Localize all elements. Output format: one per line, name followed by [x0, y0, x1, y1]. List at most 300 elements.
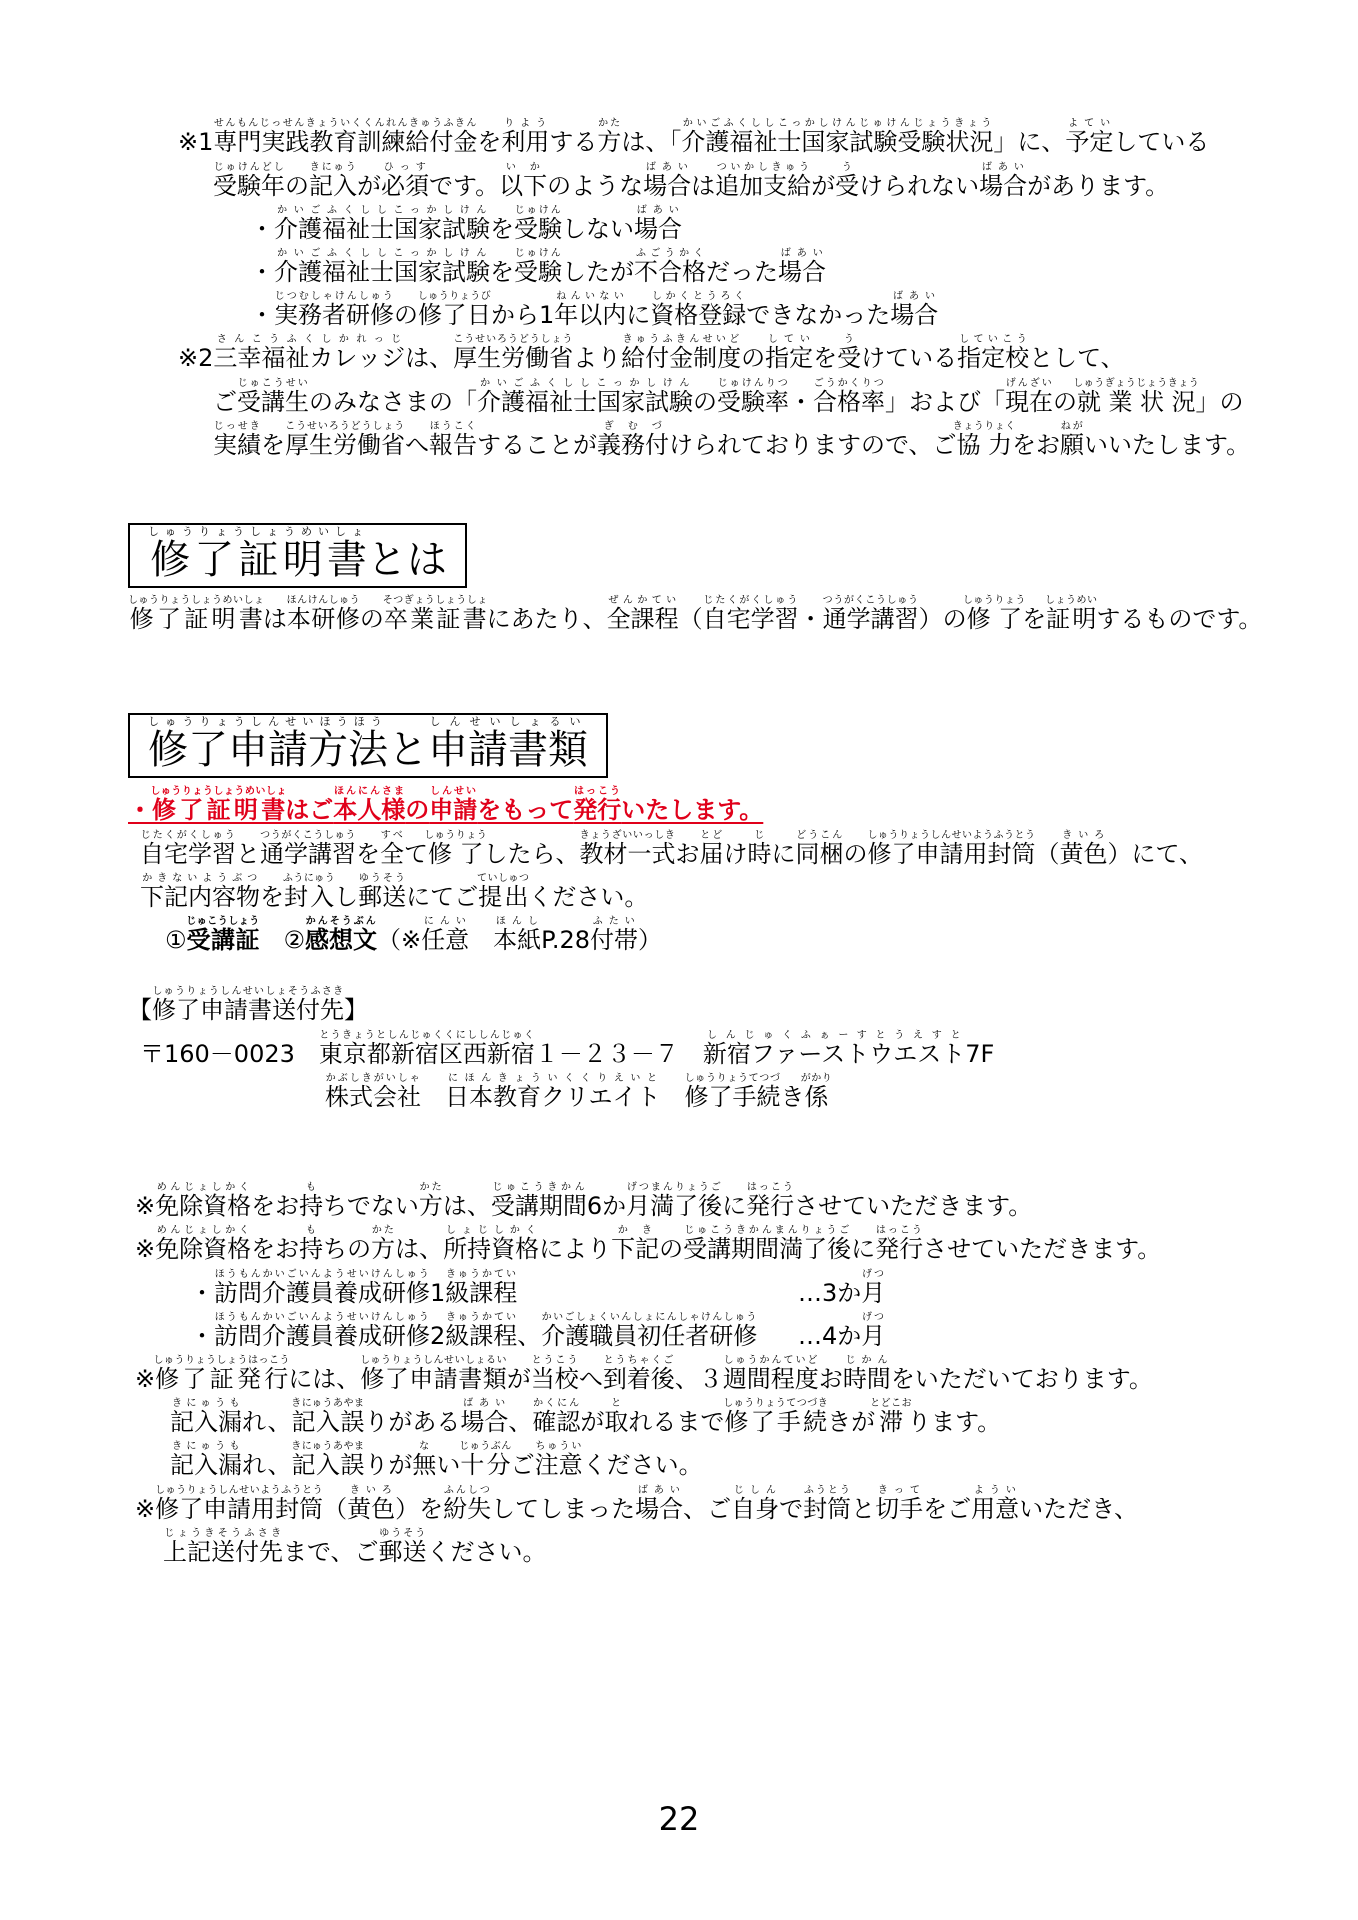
- text-segment: は、「: [621, 128, 682, 156]
- note-2-line-2: [213, 378, 1244, 414]
- text-segment: 】: [344, 996, 368, 1024]
- furigana-word: 方かた: [371, 1225, 396, 1263]
- text-segment: ※2: [178, 344, 214, 372]
- note-1-line-2: [213, 162, 1169, 198]
- application-instructions-line-2: [140, 873, 648, 909]
- furigana-word: 修了手続しゅうりょうてつづ: [684, 1073, 781, 1111]
- note-issue-time-line-3: [170, 1441, 703, 1477]
- text-segment: 1: [430, 1279, 446, 1307]
- text-segment: の: [359, 605, 384, 633]
- text-segment: へ: [405, 431, 429, 459]
- furigana-word: 実務者研修じつむしゃけんしゅう: [274, 291, 394, 329]
- furigana-word: 介護職員初任者研修かいごしょくいんしょにんしゃけんしゅう: [541, 1312, 758, 1350]
- furigana-word: 就業状況しゅうぎょうじょうきょう: [1073, 378, 1200, 416]
- certificate-description: [128, 595, 1262, 631]
- text-segment: に: [722, 1192, 747, 1220]
- furigana-word: 厚生労働省こうせいろうどうしょう: [453, 334, 574, 372]
- text-segment: 」および「: [885, 388, 1005, 416]
- text-segment: にあたり、: [486, 605, 607, 633]
- text-segment: ）を: [395, 1495, 444, 1523]
- text-segment: しない: [562, 215, 634, 243]
- furigana-word: 受う: [837, 334, 862, 372]
- furigana-word: 介護福祉士国家試験受験状況かいごふくししこっかしけんじゅけんじょうきょう: [681, 118, 994, 156]
- text-segment: が: [811, 172, 836, 200]
- text-segment: いいたします。: [1084, 431, 1251, 459]
- furigana-word: 記入誤きにゅうあやま: [291, 1398, 365, 1436]
- text-segment: している: [1113, 128, 1210, 156]
- furigana-word: 提出ていしゅつ: [477, 873, 530, 911]
- course-level-1-period: [798, 1269, 885, 1305]
- text-segment: 〒160－0023: [140, 1040, 319, 1068]
- furigana-word: 予定よてい: [1065, 118, 1114, 156]
- furigana-word: 持も: [299, 1225, 324, 1263]
- furigana-word: 到着後とうちゃくご: [602, 1355, 675, 1393]
- text-segment: したが: [562, 258, 634, 286]
- text-segment: P.28: [541, 926, 591, 954]
- furigana-word: 修了しゅうりょう: [424, 830, 488, 868]
- send-to-heading: [128, 986, 368, 1022]
- text-segment: ります。: [907, 1408, 1002, 1436]
- text-segment: て: [404, 840, 428, 868]
- furigana-word: 自宅学習じたくがくしゅう: [702, 595, 799, 633]
- text-segment: ちでない: [323, 1192, 419, 1220]
- furigana-word: 黄色きいろ: [1059, 830, 1108, 868]
- course-level-2: [190, 1312, 757, 1348]
- text-segment: ※: [135, 1365, 156, 1393]
- text-segment: 、: [508, 1408, 533, 1436]
- furigana-word: 記入きにゅう: [309, 162, 357, 200]
- furigana-word: 義務付ぎむづ: [597, 421, 669, 459]
- furigana-word: 全課程ぜんかてい: [606, 595, 679, 633]
- text-segment: を: [260, 883, 284, 911]
- text-segment: の: [394, 301, 418, 329]
- furigana-word: 修了証明書しゅうりょうしょうめいしょ: [128, 595, 265, 633]
- note-1-bullet-1: [250, 205, 682, 241]
- address-line-1: [140, 1030, 994, 1066]
- furigana-word: 場合ばあい: [635, 1485, 684, 1523]
- text-segment: はご: [285, 796, 334, 824]
- furigana-word: 無な: [412, 1441, 437, 1479]
- text-segment: けている: [861, 344, 958, 372]
- furigana-word: 郵送ゆうそう: [358, 873, 407, 911]
- text-segment: 2: [430, 1322, 446, 1350]
- text-segment: に: [626, 301, 651, 329]
- furigana-word: 現在げんざい: [1005, 378, 1053, 416]
- furigana-word: 自宅学習じたくがくしゅう: [140, 830, 236, 868]
- furigana-word: 級課程きゅうかてい: [445, 1269, 518, 1307]
- furigana-word: 介護福祉士国家試験かいごふくししこっかしけん: [274, 205, 490, 243]
- text-segment: お: [675, 840, 700, 868]
- furigana-word: 方かた: [418, 1182, 443, 1220]
- furigana-word: 発行はっこう: [875, 1225, 924, 1263]
- furigana-word: 黄色きいろ: [347, 1485, 396, 1523]
- furigana-word: 記入漏きにゅうも: [170, 1441, 242, 1479]
- text-segment: が: [580, 1408, 605, 1436]
- furigana-word: 確認かくにん: [532, 1398, 581, 1436]
- text-segment: により: [539, 1235, 612, 1263]
- text-segment: け: [723, 840, 748, 868]
- text-segment: ください。: [426, 1538, 547, 1566]
- text-segment: することが: [477, 431, 597, 459]
- furigana-word: 発行はっこう: [573, 786, 622, 824]
- furigana-word: 届とど: [699, 830, 724, 868]
- furigana-word: 紛失ふんしつ: [443, 1485, 492, 1523]
- text-segment: と: [851, 1495, 876, 1523]
- text-segment: をいただいております。: [890, 1365, 1153, 1393]
- furigana-word: 係がかり: [800, 1073, 833, 1111]
- furigana-word: 受験年じゅけんどし: [213, 162, 285, 200]
- text-segment: の: [843, 840, 868, 868]
- furigana-word: 厚生労働省こうせいろうどうしょう: [285, 421, 405, 459]
- furigana-word: 用意ようい: [971, 1485, 1020, 1523]
- text-segment: けられない: [859, 172, 980, 200]
- text-segment: の: [659, 1235, 684, 1263]
- furigana-word: 当校とうこう: [530, 1355, 579, 1393]
- furigana-word: 免除資格めんじょしかく: [155, 1225, 252, 1263]
- text-segment: をお: [251, 1235, 300, 1263]
- furigana-word: 実績じっせき: [213, 421, 261, 459]
- text-segment: 、ご: [683, 1495, 732, 1523]
- text-segment: い: [436, 1451, 461, 1479]
- text-segment: いただき、: [1019, 1495, 1139, 1523]
- furigana-word: 級課程きゅうかてい: [445, 1312, 518, 1350]
- furigana-word: 修了申請用封筒しゅうりょうしんせいようふうとう: [155, 1485, 324, 1523]
- text-segment: （: [678, 605, 703, 633]
- furigana-word: 以下いか: [499, 162, 548, 200]
- furigana-word: 受験じゅけん: [514, 205, 562, 243]
- text-segment: 7F: [965, 1040, 995, 1068]
- course-level-2-period: [798, 1312, 885, 1348]
- furigana-word: 利用りよう: [501, 118, 550, 156]
- text-segment: …4か: [798, 1322, 862, 1350]
- text-segment: のみなさまの「: [309, 388, 477, 416]
- text-segment: ・: [128, 796, 152, 824]
- note-issue-time: [135, 1355, 1153, 1391]
- text-segment: したら、: [483, 840, 580, 868]
- text-segment: ・: [250, 258, 274, 286]
- text-segment: ※1: [178, 128, 214, 156]
- furigana-word: 報告ほうこく: [429, 421, 477, 459]
- furigana-word: 時じ: [747, 830, 772, 868]
- furigana-word: 全すべ: [380, 830, 404, 868]
- text-segment: いたします。: [621, 796, 764, 824]
- text-segment: まで、ご: [283, 1538, 379, 1566]
- note-with-exemption: [135, 1225, 1161, 1261]
- text-segment: [661, 1083, 685, 1111]
- furigana-word: 修了申請書送付先しゅうりょうしんせいしょそうふさき: [152, 986, 344, 1024]
- application-important-notice: [128, 786, 763, 822]
- text-segment: けられておりますので、ご: [669, 431, 957, 459]
- note-no-exemption: [135, 1182, 1032, 1218]
- text-segment: お: [818, 1365, 843, 1393]
- text-segment: を: [477, 128, 502, 156]
- furigana-word: 受う: [835, 162, 860, 200]
- text-segment: ※: [135, 1192, 156, 1220]
- text-segment: へ: [578, 1365, 603, 1393]
- furigana-word: 感想文かんそうぶん: [305, 916, 378, 954]
- note-issue-time-line-2: [170, 1398, 1001, 1434]
- text-segment: ・: [789, 388, 813, 416]
- furigana-word: 場合ばあい: [778, 248, 826, 286]
- furigana-word: 記入誤きにゅうあやま: [291, 1441, 365, 1479]
- furigana-word: 追加支給ついかしきゅう: [715, 162, 812, 200]
- text-segment: を: [490, 215, 514, 243]
- furigana-word: 場合ばあい: [979, 162, 1028, 200]
- furigana-word: 教材一式きょうざいいっしき: [579, 830, 676, 868]
- furigana-word: 受講生じゅこうせい: [237, 378, 309, 416]
- application-instructions-line-1: [140, 830, 1203, 866]
- text-segment: （※: [377, 926, 422, 954]
- text-segment: を: [1022, 605, 1047, 633]
- text-segment: です。: [429, 172, 500, 200]
- furigana-word: 付帯ふたい: [590, 916, 639, 954]
- furigana-word: 場合ばあい: [643, 162, 692, 200]
- furigana-word: 新宿ファーストウエストしんじゅくふぁーすとうえすと: [702, 1030, 966, 1068]
- text-segment: させていただきます。: [923, 1235, 1162, 1263]
- text-segment: には、: [288, 1365, 361, 1393]
- text-segment: するものです。: [1096, 605, 1263, 633]
- furigana-word: 持も: [299, 1182, 324, 1220]
- furigana-word: 場合ばあい: [890, 291, 939, 329]
- text-segment: は、: [395, 1235, 444, 1263]
- text-segment: があります。: [1027, 172, 1170, 200]
- furigana-word: 修了証明書しゅうりょうしょうめいしょ: [148, 525, 369, 583]
- furigana-word: 給付金制度きゅうふきんせいど: [621, 334, 742, 372]
- course-level-1: [190, 1269, 517, 1305]
- section-heading-application: [128, 713, 608, 778]
- furigana-word: 滞とどこお: [870, 1398, 913, 1436]
- furigana-word: 訪問介護員養成研修ほうもんかいごいんようせいけんしゅう: [214, 1269, 430, 1307]
- note-lost-envelope-line-2: [163, 1528, 547, 1564]
- text-segment: きが: [827, 1408, 876, 1436]
- furigana-word: 修了申請書類しゅうりょうしんせいしょるい: [360, 1355, 508, 1393]
- text-segment: 」に、: [993, 128, 1066, 156]
- text-segment: ください。: [582, 1451, 703, 1479]
- text-segment: とは: [366, 537, 447, 583]
- text-segment: をもって: [477, 796, 574, 824]
- text-segment: ）: [638, 926, 663, 954]
- furigana-word: 本研修ほんけんしゅう: [286, 595, 361, 633]
- furigana-word: 受験率じゅけんりつ: [717, 378, 789, 416]
- furigana-word: 年以内ねんいない: [554, 291, 627, 329]
- text-segment: が: [357, 172, 381, 200]
- furigana-word: 修了申請用封筒しゅうりょうしんせいようふうとう: [867, 830, 1036, 868]
- note-1-bullet-3: [250, 291, 938, 327]
- text-segment: ）の: [918, 605, 967, 633]
- text-segment: れるまで: [628, 1408, 725, 1436]
- text-segment: [421, 1083, 445, 1111]
- page-number: 22: [658, 1800, 700, 1838]
- text-segment: の: [405, 796, 430, 824]
- text-segment: のような: [547, 172, 644, 200]
- furigana-word: 上記送付先じょうきそうふさき: [163, 1528, 283, 1566]
- text-segment: を: [261, 431, 285, 459]
- text-segment: してしまった: [491, 1495, 636, 1523]
- text-segment: …3か: [798, 1279, 862, 1307]
- furigana-word: 修了日しゅうりょうび: [417, 291, 492, 329]
- furigana-word: 指定してい: [765, 334, 814, 372]
- furigana-word: 介護福祉士国家試験かいごふくししこっかしけん: [274, 248, 490, 286]
- text-segment: させていただきます。: [794, 1192, 1033, 1220]
- text-segment: ①: [165, 926, 187, 954]
- text-segment: ②: [259, 926, 306, 954]
- text-segment: りが: [364, 1451, 413, 1479]
- furigana-word: 受験じゅけん: [514, 248, 562, 286]
- furigana-word: 同梱どうこん: [795, 830, 844, 868]
- text-segment: （: [323, 1495, 348, 1523]
- text-segment: だった: [706, 258, 778, 286]
- furigana-word: 証明しょうめい: [1044, 595, 1098, 633]
- text-segment: が: [506, 1365, 531, 1393]
- text-segment: ・: [798, 605, 823, 633]
- text-segment: ・: [190, 1279, 214, 1307]
- furigana-word: 記入漏きにゅうも: [170, 1398, 242, 1436]
- text-segment: １－２３－７: [534, 1040, 703, 1068]
- note-1-bullet-2: [250, 248, 826, 284]
- furigana-word: 受講期間じゅこうきかん: [490, 1182, 587, 1220]
- furigana-word: 月げつ: [861, 1312, 886, 1350]
- text-segment: を: [356, 840, 380, 868]
- furigana-word: 場合ばあい: [634, 205, 682, 243]
- enclosed-items: [165, 916, 662, 952]
- furigana-word: 修了手続しゅうりょうてつづき: [723, 1398, 829, 1436]
- text-segment: き: [780, 1083, 805, 1111]
- furigana-word: 時間じかん: [842, 1355, 891, 1393]
- text-segment: で: [779, 1495, 804, 1523]
- furigana-word: 東京都新宿区西新宿とうきょうとしんじゅくくにししんじゅく: [318, 1030, 535, 1068]
- furigana-word: 本紙ほんし: [493, 916, 542, 954]
- furigana-word: 申請しんせい: [429, 786, 478, 824]
- text-segment: をご: [923, 1495, 972, 1523]
- note-2-line-1: [178, 334, 1125, 370]
- text-segment: は、: [405, 344, 454, 372]
- text-segment: [469, 926, 493, 954]
- text-segment: 、３: [674, 1365, 723, 1393]
- furigana-word: 申請書類しんせいしょるい: [428, 715, 588, 773]
- text-segment: の: [285, 172, 309, 200]
- text-segment: できなかった: [746, 301, 891, 329]
- furigana-word: 修了申請方法しゅうりょうしんせいほうほう: [148, 715, 388, 773]
- furigana-word: 注意ちゅうい: [534, 1441, 583, 1479]
- furigana-word: 免除資格めんじょしかく: [155, 1182, 252, 1220]
- text-segment: は、: [442, 1192, 491, 1220]
- furigana-word: 週間程度しゅうかんていど: [722, 1355, 819, 1393]
- furigana-word: 卒業証書そつぎょうしょうしょ: [382, 595, 488, 633]
- furigana-word: 受講期間満了後じゅこうきかんまんりょうご: [683, 1225, 852, 1263]
- text-segment: ）にて、: [1107, 840, 1204, 868]
- text-segment: し: [334, 883, 359, 911]
- section-heading-certificate: [128, 523, 467, 588]
- furigana-word: 介護福祉士国家試験かいごふくししこっかしけん: [477, 378, 693, 416]
- furigana-word: 下記かき: [611, 1225, 660, 1263]
- text-segment: ご: [213, 388, 237, 416]
- text-segment: に: [851, 1235, 876, 1263]
- text-segment: れ、: [242, 1408, 292, 1436]
- text-segment: ※: [135, 1495, 156, 1523]
- furigana-word: 封入ふうにゅう: [282, 873, 336, 911]
- text-segment: ご: [510, 1451, 535, 1479]
- furigana-word: 本人様ほんにんさま: [333, 786, 406, 824]
- furigana-word: 月げつ: [861, 1269, 886, 1307]
- furigana-word: 指定校していこう: [957, 334, 1030, 372]
- text-segment: ・: [190, 1322, 214, 1350]
- furigana-word: 修了証発行しゅうりょうしょうはっこう: [153, 1355, 290, 1393]
- note-1-line-1: [178, 118, 1209, 154]
- furigana-word: 三幸福祉カレッジさんこうふくしかれっじ: [213, 334, 406, 372]
- text-segment: 」の: [1195, 388, 1244, 416]
- furigana-word: 封筒ふうとう: [803, 1485, 852, 1523]
- furigana-word: 十分じゅうぶん: [459, 1441, 512, 1479]
- text-segment: ちの: [323, 1235, 372, 1263]
- text-segment: から1: [491, 301, 555, 329]
- text-segment: と: [236, 840, 260, 868]
- address-line-2: [325, 1073, 832, 1109]
- furigana-word: 協力きょうりょく: [952, 421, 1016, 459]
- furigana-word: 願ねが: [1060, 421, 1085, 459]
- text-segment: より: [573, 344, 622, 372]
- text-segment: ※: [135, 1235, 156, 1263]
- text-segment: の: [693, 388, 717, 416]
- furigana-word: 専門実践教育訓練給付金せんもんじっせんきょういくくんれんきゅうふきん: [213, 118, 478, 156]
- furigana-word: 月満了後げつまんりょうご: [626, 1182, 723, 1220]
- furigana-word: 不合格ふごうかく: [634, 248, 706, 286]
- text-segment: にてご: [406, 883, 479, 911]
- furigana-word: 受講証じゅこうしょう: [186, 916, 260, 954]
- furigana-word: 切手きって: [875, 1485, 924, 1523]
- furigana-word: 通学講習つうがくこうしゅう: [822, 595, 919, 633]
- furigana-word: 必須ひっす: [381, 162, 429, 200]
- text-segment: れ、: [242, 1451, 292, 1479]
- text-segment: をお: [251, 1192, 300, 1220]
- text-segment: りがある: [364, 1408, 461, 1436]
- furigana-word: 場合ばあい: [460, 1398, 509, 1436]
- text-segment: をお: [1012, 431, 1061, 459]
- text-segment: する: [549, 128, 598, 156]
- furigana-word: 修了しゅうりょう: [962, 595, 1026, 633]
- furigana-word: 株式会社かぶしきがいしゃ: [325, 1073, 421, 1111]
- text-segment: 6か: [586, 1192, 627, 1220]
- furigana-word: 郵送ゆうそう: [378, 1528, 427, 1566]
- furigana-word: 通学講習つうがくこうしゅう: [260, 830, 356, 868]
- text-segment: ・: [250, 301, 274, 329]
- text-segment: を: [813, 344, 838, 372]
- furigana-word: 自身じしん: [731, 1485, 780, 1523]
- furigana-word: 合格率ごうかくりつ: [813, 378, 885, 416]
- text-segment: に: [771, 840, 796, 868]
- furigana-word: 資格登録しかくとうろく: [650, 291, 747, 329]
- furigana-word: 方かた: [597, 118, 622, 156]
- text-segment: は: [262, 605, 287, 633]
- text-segment: と: [388, 727, 428, 773]
- furigana-word: 日本教育クリエイトにほんきょういくくりえいと: [445, 1073, 661, 1111]
- text-segment: 、: [517, 1322, 542, 1350]
- furigana-word: 任意にんい: [421, 916, 470, 954]
- text-segment: （: [1035, 840, 1060, 868]
- text-segment: ください。: [528, 883, 649, 911]
- text-segment: を: [490, 258, 514, 286]
- furigana-word: 所持資格しょじしかく: [443, 1225, 540, 1263]
- note-2-line-3: [213, 421, 1250, 457]
- text-segment: 【: [128, 996, 152, 1024]
- furigana-word: 下記内容物かきないようぶつ: [140, 873, 260, 911]
- furigana-word: 取と: [604, 1398, 629, 1436]
- furigana-word: 修了証明書しゅうりょうしょうめいしょ: [150, 786, 287, 824]
- text-segment: は: [691, 172, 716, 200]
- text-segment: ・: [250, 215, 274, 243]
- text-segment: の: [741, 344, 766, 372]
- furigana-word: 訪問介護員養成研修ほうもんかいごいんようせいけんしゅう: [214, 1312, 430, 1350]
- furigana-word: 発行はっこう: [746, 1182, 795, 1220]
